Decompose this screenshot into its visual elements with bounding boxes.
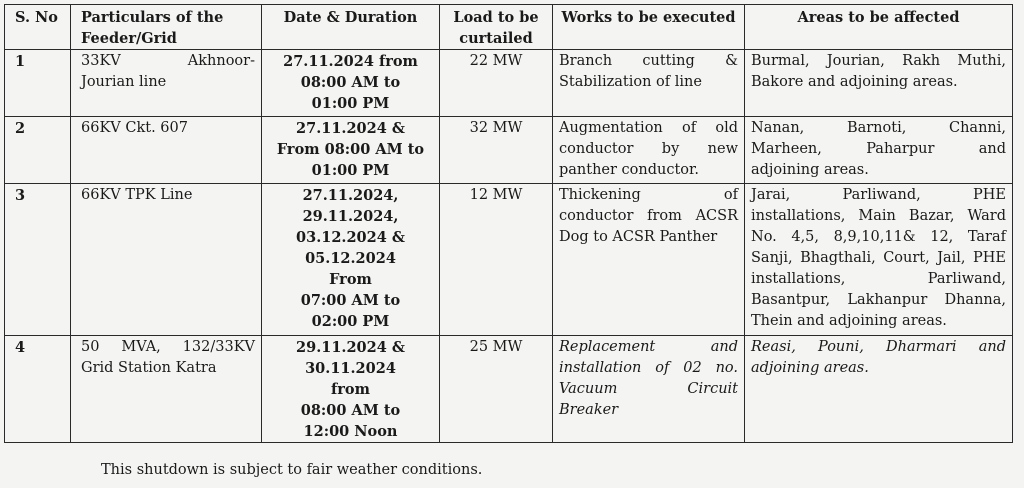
row-works-line: Replacement and xyxy=(559,339,738,355)
row-sno: 4 xyxy=(5,336,71,443)
footnote: This shutdown is subject to fair weather conditions. xyxy=(101,462,483,478)
row-date-duration-line: 01:00 PM xyxy=(311,95,390,112)
row-areas xyxy=(745,336,1013,443)
row-areas-line: Bakore and adjoining areas. xyxy=(751,74,958,90)
row-sno: 2 xyxy=(5,117,71,184)
row-works xyxy=(553,184,745,336)
header-load: Load to be curtailed xyxy=(440,5,553,50)
header-feeder: Particulars of the Feeder/Grid xyxy=(71,5,262,50)
row-works-line: Thickening of xyxy=(559,187,738,203)
row-load: 12 MW xyxy=(440,184,553,336)
row-date-duration xyxy=(262,336,440,443)
row-works-line: conductor by new xyxy=(559,141,738,157)
row-works-line: Breaker xyxy=(559,402,619,418)
shutdown-schedule-table xyxy=(4,4,1013,443)
row-sno: 3 xyxy=(5,184,71,336)
row-date-duration-line: 29.11.2024 & xyxy=(296,339,405,356)
row-feeder-line: 50 MVA, 132/33KV xyxy=(81,339,255,355)
row-works-line: Branch cutting & xyxy=(559,53,738,69)
row-date-duration xyxy=(262,50,440,117)
row-areas-line: adjoining areas. xyxy=(751,162,869,178)
row-areas xyxy=(745,117,1013,184)
row-areas-line: No. 4,5, 8,9,10,11& 12, Taraf xyxy=(751,229,1006,245)
table-row xyxy=(5,117,1013,184)
row-date-duration-line: 08:00 AM to xyxy=(300,402,401,419)
header-works: Works to be executed xyxy=(553,5,745,50)
row-feeder-line: 33KV Akhnoor- xyxy=(81,53,255,69)
row-feeder xyxy=(71,117,262,184)
row-date-duration-line: 05.12.2024 xyxy=(305,250,396,267)
row-date-duration-line: 29.11.2024, xyxy=(302,208,399,225)
row-feeder-line: Jourian line xyxy=(81,74,167,90)
row-areas xyxy=(745,50,1013,117)
row-feeder-line: 66KV TPK Line xyxy=(81,187,193,203)
row-date-duration-line: 02:00 PM xyxy=(311,313,390,330)
row-works-line: panther conductor. xyxy=(559,162,699,178)
row-works-line: Dog to ACSR Panther xyxy=(559,229,718,245)
row-date-duration xyxy=(262,117,440,184)
row-date-duration-line: From xyxy=(329,271,372,288)
row-load: 25 MW xyxy=(440,336,553,443)
header-sno: S. No xyxy=(5,5,71,50)
header-row xyxy=(5,5,1013,50)
row-feeder-line: Grid Station Katra xyxy=(81,360,217,376)
row-date-duration-line: 08:00 AM to xyxy=(300,74,401,91)
row-date-duration-line: 01:00 PM xyxy=(311,162,390,179)
row-works xyxy=(553,336,745,443)
row-sno: 1 xyxy=(5,50,71,117)
row-areas xyxy=(745,184,1013,336)
row-areas-line: Jarai, Parliwand, PHE xyxy=(751,187,1006,203)
table-row xyxy=(5,184,1013,336)
row-works-line: Stabilization of line xyxy=(559,74,702,90)
table-row xyxy=(5,50,1013,117)
row-date-duration-line: 30.11.2024 xyxy=(305,360,396,377)
row-works-line: Vacuum Circuit xyxy=(559,381,738,397)
header-date: Date & Duration xyxy=(262,5,440,50)
row-areas-line: Basantpur, Lakhanpur Dhanna, xyxy=(751,292,1006,308)
row-works-line: Augmentation of old xyxy=(559,120,738,136)
row-load: 32 MW xyxy=(440,117,553,184)
row-date-duration-line: From 08:00 AM to xyxy=(276,141,425,158)
header-areas: Areas to be affected xyxy=(745,5,1013,50)
row-date-duration-line: 03.12.2024 & xyxy=(296,229,405,246)
row-areas-line: Burmal, Jourian, Rakh Muthi, xyxy=(751,53,1006,69)
row-works xyxy=(553,50,745,117)
row-feeder xyxy=(71,184,262,336)
row-date-duration-line: 07:00 AM to xyxy=(300,292,401,309)
row-areas-line: Reasi, Pouni, Dharmari and xyxy=(751,339,1006,355)
row-date-duration-line: 27.11.2024 from xyxy=(283,53,418,70)
row-feeder xyxy=(71,50,262,117)
row-works xyxy=(553,117,745,184)
row-works-line: installation of 02 no. xyxy=(559,360,738,376)
row-areas-line: adjoining areas. xyxy=(751,360,869,376)
row-works-line: conductor from ACSR xyxy=(559,208,738,224)
row-date-duration-line: 27.11.2024, xyxy=(302,187,399,204)
row-areas-line: installations, Main Bazar, Ward xyxy=(751,208,1006,224)
row-areas-line: Marheen, Paharpur and xyxy=(751,141,1006,157)
row-date-duration-line: 27.11.2024 & xyxy=(296,120,405,137)
row-date-duration-line: from xyxy=(331,381,370,398)
row-date-duration xyxy=(262,184,440,336)
row-feeder xyxy=(71,336,262,443)
row-load: 22 MW xyxy=(440,50,553,117)
row-feeder-line: 66KV Ckt. 607 xyxy=(81,120,188,136)
table-row xyxy=(5,336,1013,443)
row-areas-line: Sanji, Bhagthali, Court, Jail, PHE xyxy=(751,250,1006,266)
row-areas-line: installations, Parliwand, xyxy=(751,271,1006,287)
row-date-duration-line: 12:00 Noon xyxy=(303,423,398,440)
row-areas-line: Thein and adjoining areas. xyxy=(751,313,947,329)
row-areas-line: Nanan, Barnoti, Channi, xyxy=(751,120,1006,136)
